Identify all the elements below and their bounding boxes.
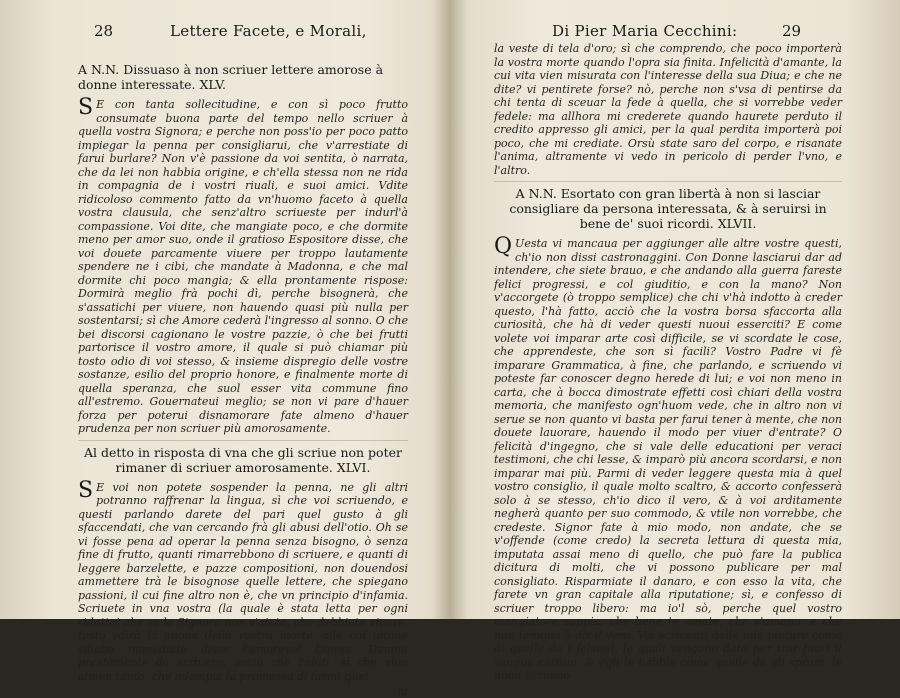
letter-body-45 (78, 95, 408, 436)
divider (78, 440, 408, 441)
letter-body-47 (494, 234, 842, 683)
right-text-column (494, 42, 842, 683)
running-title: Lettere Facete, e Morali, (170, 22, 367, 40)
catchword: la (397, 685, 408, 698)
dropcap-letter: S (78, 95, 94, 120)
page-number: 29 (782, 22, 802, 40)
right-page (452, 0, 900, 682)
letter-body-46 (78, 477, 408, 684)
letter-text-46: E voi non potete sospender la penna, ne gli altri potranno raffrenar la lingua, sì che voi scriuendo, e questi parlando darete del pari quel gusto à gli sfaccendati, che van cercando frà gli abusi dell'otio. Oh se vi fosse pena ad operar la penna senza bisogno, ò senza fine di frutto, quanti rimarrebbono di scriuere, e quanti di leggere barzelette, e pazze compositioni, non douendosi ammettere trà le bisognose quelle lettere, che spiegano passioni, il cui fine altro non è, che vn principio d'infamia. Scriuete in vna vostra (la quale è stata letta per ogni ridotto) che se la Signora non v'aiuta, che debbiate viuere, tosto vdirà la nuoua della vostra morte, alle cui ultime sillabe immediate disse l'amorevol Donna. Dammi prestamente da scriuere, acciò che l'aiuti, sì che viua almen tanto, che adempia la promessa di farmi quel- (78, 480, 408, 683)
dropcap-letter: Q (494, 234, 513, 259)
letter-text-45: E con tanta sollecitudine, e con sì poco frutto consumate buona parte del tempo nello scriuer à quella vostra Signora; e perche non poss'io per poco patto impiegar la penna per consigliarui, che v'arrestiate di farui burlare? Non v'è passione da voi sentita, ò narrata, che da lei non habbia origine, e ch'ella stessa non ne rida in compagnia de i vostri riuali, e suoi amici. Vdite ridicoloso commento fatto da vn'huomo faceto à quella vostra clausula, che senz'altro scriueste per indurl'à compassione. Voi dite, che mangiate poco, e che dormite meno per amor suo, onde il gratioso Espositore disse, che voi douete parcamente viuere per troppo lautamente spendere ne i cibi, che mandate à Madonna, e che mal dormite chi poco mangia; & ella prontamente rispose: Dormirà meglio frà pochi dì, perche bisognerà, che s'assatichi per viuere, non hauendo quasi più nulla per sostentarsi; sì che Amore cederà l'ingresso al sonno. O che bei discorsi cagionano le vostre pazzie, ò che bei frutti partorisce il vostro amore, il quale si può chiamar più tosto odio di voi stesso, & insieme dispregio delle vostre sostanze, esilio del proprio honore, e finalmente morte di quella speranza, che suol esser vita commune fino all'estremo. Gouernateui meglio; se non vi pare d'hauer forza per poterui disnamorare fate almeno d'hauer prudenza per non scriuer più amorosamente. (78, 98, 408, 435)
letter-heading-46: Al detto in risposta di vna che gli scriue non poter rimaner di scriuer amorosamente. XLVI. (84, 444, 402, 475)
divider (494, 181, 842, 182)
running-title: Di Pier Maria Cecchini: (552, 22, 738, 40)
letter-text-47: Uesta vi mancaua per aggiunger alle altre vostre questi, ch'io non dissi castronaggini. Con Donne lasciarui dar ad intendere, che siete brauo, e che andando alla guerra fareste felici progressi, e col giuditio, e con la mano? Non v'accorgete (ò troppo semplice) che chi v'hà indotto à creder questo, l'hà fatto, acciò che la vostra borsa sfaccorta alla curiosità, che hà di veder questi nuoui esserciti? E come volete voi imparar arte così difficile, se vi scordate le cose, che apprendeste, che son sì facili? Vostro Padre vi fè imparare Grammatica, à fine, che parlando, e scriuendo vi poteste far conoscer degno herede di lui; e voi non meno in carta, che à bocca dimostrate effetti così chiari della vostra memoria, che manifesto ogn'huom vede, che in altro non vi serue se non quanto vi basta per farui tener à mente, che non douete lauorare, hauendo il modo per viuer d'entrate? O felicità d'ingegno, che si vale delle educationi per veraci testimoni, che chi lesse, & imparò più ancora scordarsi, e non imparar mai più. Parmi di veder leggere questa mia à quel vostro consiglio, il quale molto scaltro, & accorto confesserà solo à se stesso, ch'io dico il vero, & à voi arditamente negherà quanto per suo commodo, & vtile non vorrebbe, che credeste. Signor fate à mio modo, non andate, che se v'offende (come credo) la secreta lettura di questa mia, imputata assai meno di quello, che può fare la publica dicitura di molti, che vi possono publicare per mal consigliato. Risparmiate il danaro, e con esso la vita, che farete vn gran capitale alla riputatione; sì, e confesso di scriuer troppo libero: ma io'l sò, perche quel vostro mangiatore sappia, che bene te amate, che v'amano, e che non temono à dir il vero. Voi scriuenti delle mie pinture come di quelle de i falsissi, le quali vengono date per trar fuori il sangue cattiuo; & egli le habbia come quelle de gli sproni, le quali seruono (494, 237, 842, 682)
left-page (0, 0, 448, 698)
letter-body-46-continued: la veste di tela d'oro; sì che comprendo, che poco importerà la vostra morte quando l'opra sia finita. Infelicità d'amante, la cui vita vien misurata con l'interesse della sua Diua; e che ne dite? vi pentirete forse? nò, perche non s'vsa di pentirse da chi tenta di sceuar la fede à quella, che si vorrebbe veder fedele: ma allhora mi crederete quando haurete perduto il credito appresso gli amici, per la qual perdita importerà poi poco, che mi crediate. Orsù state saro del corpo, e risanate l'anima, altramente vi vedo in pericolo di perder l'vno, e l'altro. (494, 42, 842, 177)
page-number: 28 (94, 22, 114, 40)
dropcap-letter: S (78, 477, 94, 503)
letter-heading-47: A N.N. Esortato con gran libertà à non si lasciar consigliare da persona interessata, & à seruirsi in bene de' suoi ricordi. XLVII. (509, 186, 827, 231)
left-text-column (78, 58, 408, 698)
letter-heading-45: A N.N. Dissuaso à non scriuer lettere amorose à donne interessate. XLV. (78, 62, 384, 92)
